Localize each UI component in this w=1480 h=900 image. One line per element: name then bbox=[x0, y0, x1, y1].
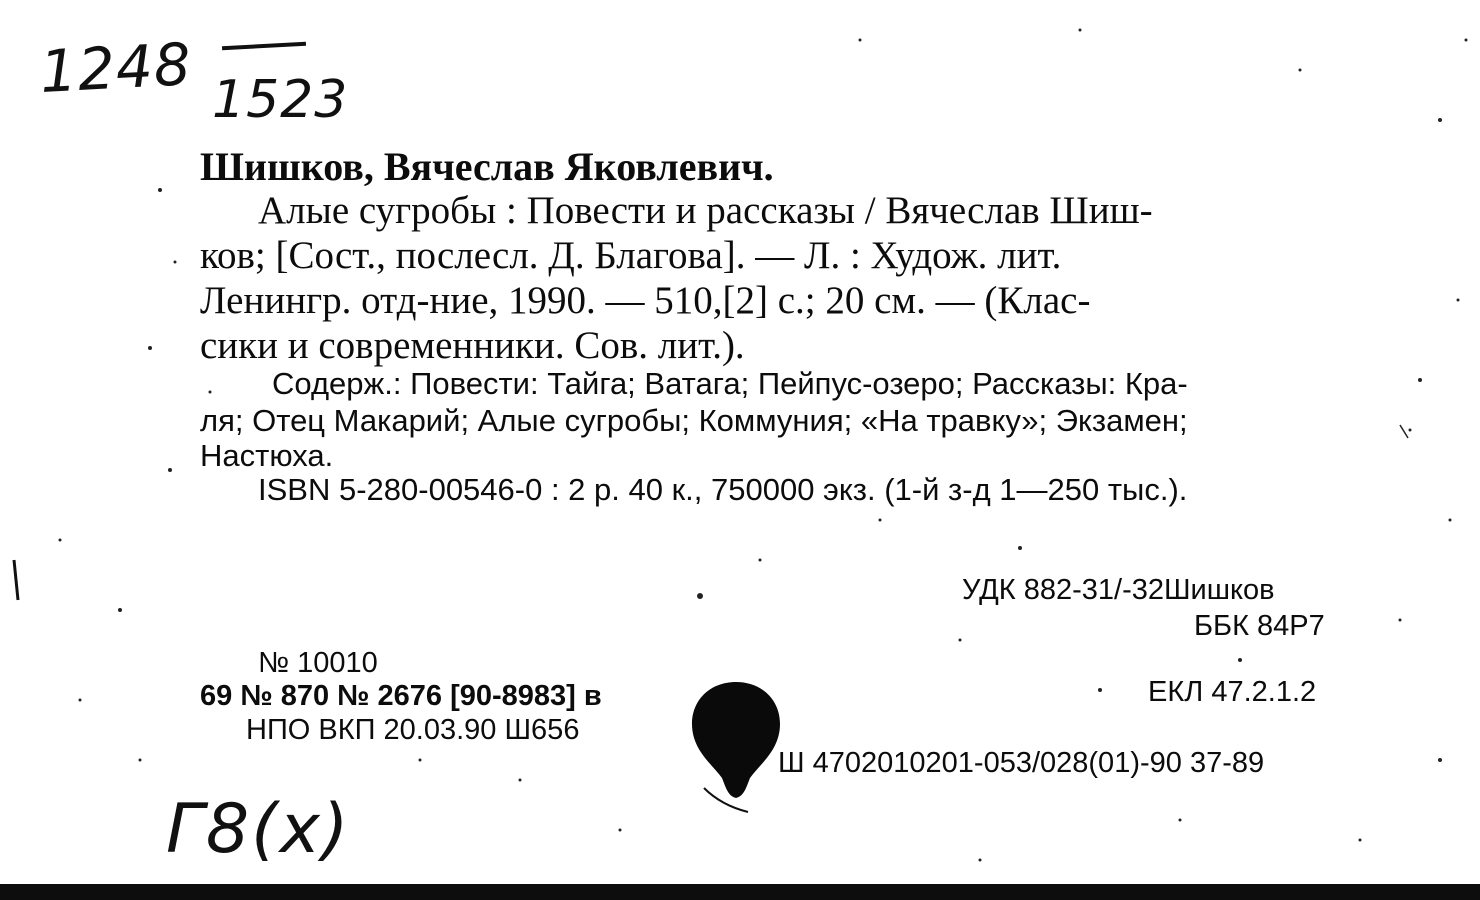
handwritten-subnumber: 1523 bbox=[212, 70, 349, 130]
card-bottom-edge bbox=[0, 884, 1480, 900]
description-line: ков; [Сост., послесл. Д. Благова]. — Л. : Худож. лит. bbox=[200, 234, 1062, 277]
print-order: 69 № 870 № 2676 [90-8983] в bbox=[200, 680, 602, 712]
isbn-line: ISBN 5-280-00546-0 : 2 р. 40 к., 750000 экз. (1-й з-д 1—250 тыс.). bbox=[258, 472, 1188, 507]
handwritten-shelf-code: Г8(х) bbox=[166, 790, 351, 869]
npo-line: НПО ВКП 20.03.90 Ш656 bbox=[246, 714, 580, 746]
bbk-code: ББК 84Р7 bbox=[1194, 610, 1325, 642]
udk-code: УДК 882-31/-32Шишков bbox=[962, 574, 1275, 606]
ekl-code: ЕКЛ 47.2.1.2 bbox=[1148, 676, 1317, 708]
description-line: сики и современники. Сов. лит.). bbox=[200, 324, 745, 367]
contents-line: ля; Отец Макарий; Алые сугробы; Коммуния; «На травку»; Экзамен; bbox=[200, 403, 1188, 438]
punch-hole bbox=[690, 680, 782, 800]
description-line: Алые сугробы : Повести и рассказы / Вячеслав Шиш- bbox=[258, 189, 1153, 232]
author-heading: Шишков, Вячеслав Яковлевич. bbox=[200, 144, 774, 189]
sh-code: Ш 4702010201-053/028(01)-90 37-89 bbox=[778, 747, 1265, 779]
description-line: Ленингр. отд-ние, 1990. — 510,[2] с.; 20 см. — (Клас- bbox=[200, 279, 1091, 322]
record-number: № 10010 bbox=[258, 647, 378, 679]
handwritten-number: 1248 bbox=[38, 30, 194, 106]
contents-line: Настюха. bbox=[200, 438, 334, 473]
contents-line: Содерж.: Повести: Тайга; Ватага; Пейпус-озеро; Рассказы: Кра- bbox=[272, 366, 1188, 401]
handwritten-fraction-bar bbox=[222, 42, 306, 50]
